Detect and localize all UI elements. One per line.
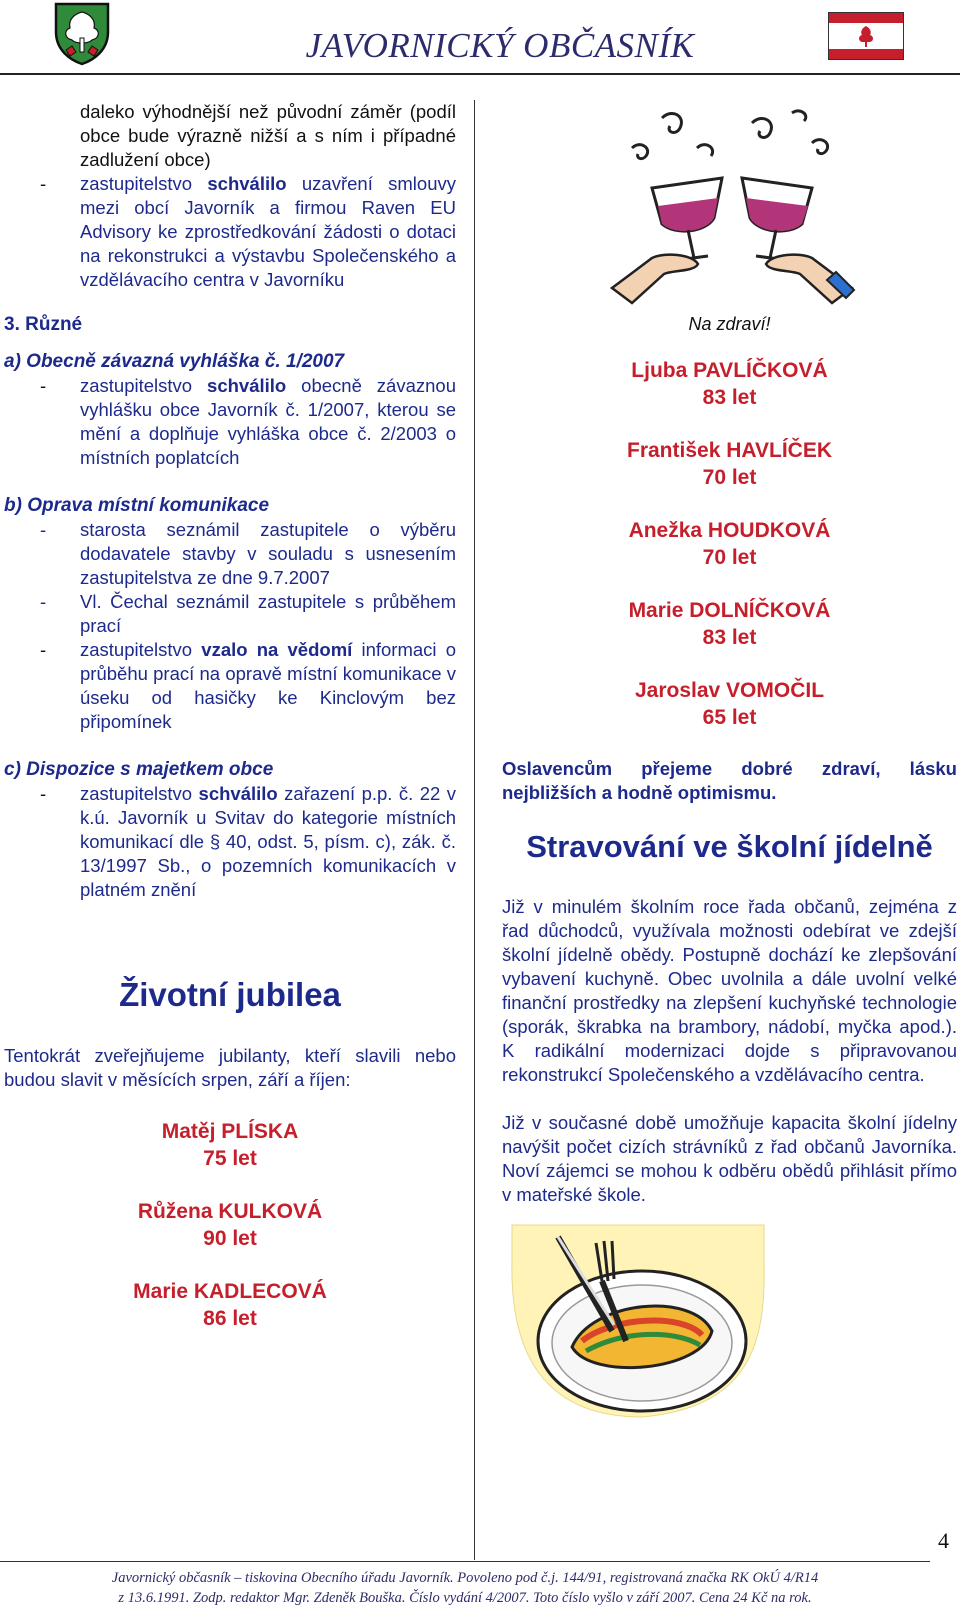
- bullet-post: uzavření smlouvy mezi obcí Javorník a firmou Raven EU Advisory ke zprostředkování žádosti o dotaci na rekonstrukci a výstavbu Společenského a vzdělávacího centra v Javorníku: [80, 173, 456, 290]
- bullet-dash: -: [40, 639, 47, 660]
- bullet-post: zařazení p.p. č. 22 v k.ú. Javorník u Svitav do kategorie místních komunikací dle § 40, odst. 5, písm. c), zák. č. 13/1997 Sb., o pozemních komunikacích v platném znění: [80, 783, 456, 900]
- spacer: [4, 470, 456, 494]
- jubilant-name: Marie DOLNÍČKOVÁ: [628, 599, 831, 622]
- spacer: [502, 865, 957, 895]
- bullet-dash: -: [40, 173, 47, 194]
- bullet-dash: -: [40, 375, 47, 396]
- sub-b-title: b) Oprava místní komunikace: [4, 495, 270, 516]
- spacer: [4, 902, 456, 976]
- bullet-bold: schválilo: [207, 375, 287, 396]
- page-footer: [0, 1568, 930, 1608]
- jubilant-list-left: [4, 1118, 456, 1332]
- jubilant-name: Marie KADLECOVÁ: [133, 1280, 327, 1303]
- left-column: [4, 100, 456, 1358]
- village-flag-icon: [828, 12, 904, 60]
- bullet-bold: schválilo: [198, 783, 278, 804]
- bullet-b1: [4, 518, 456, 590]
- bullet-post: informaci o průběhu prací na opravě místní komunikace v úseku od hasičky ke Kinclovým bez připomínek: [80, 639, 456, 732]
- bullet-post: obecně závaznou vyhlášku obce Javorník č. 1/2007, kterou se mění a doplňuje vyhláška obce č. 2/2003 o místních poplatcích: [80, 375, 456, 468]
- footer-rule: [0, 1561, 930, 1562]
- bullet-bold: schválilo: [207, 173, 287, 194]
- toast-glasses-illustration: [602, 98, 862, 308]
- bullet-pre: zastupitelstvo: [80, 783, 199, 804]
- congratulations-text: Oslavencům přejeme dobré zdraví, lásku nejbližších a hodně optimismu.: [502, 758, 957, 803]
- toast-caption: Na zdraví!: [688, 314, 771, 334]
- sub-a-title: a) Obecně závazná vyhláška č. 1/2007: [4, 351, 345, 372]
- bullet-b2: [4, 590, 456, 638]
- page-header: [0, 0, 960, 78]
- spacer: [502, 1087, 957, 1111]
- spacer: [4, 1014, 456, 1044]
- jubilant-age: 70 let: [702, 466, 757, 489]
- bullet-b3: [4, 638, 456, 734]
- bullet-pre: zastupitelstvo: [80, 375, 208, 396]
- bullet-c: [4, 782, 456, 902]
- right-column: [502, 98, 957, 1421]
- jubilant-age: 83 let: [702, 626, 757, 649]
- column-divider: [474, 100, 475, 1560]
- jubilant-name: František HAVLÍČEK: [627, 439, 832, 462]
- jubilant-age: 90 let: [203, 1227, 257, 1250]
- canteen-paragraph-1: Již v minulém školním roce řada občanů, zejména z řad důchodců, využívala možnosti odebírat ve zdejší školní jídelně obědy. Postupně dochází ke zlepšování vybavení kuchyně. Obec uvolnila a dále uvolní velké finanční prostředky na zlepšení kuchyňské technologie (sporák, škrabka na brambory, nádobí, myčka apod.). K radikální modernizaci dojde s připravovanou rekonstrukcí Společenského a vzdělávacího centra.: [502, 896, 957, 1085]
- bullet-text: starosta seznámil zastupitele o výběru dodavatele stavby v souladu s usnesením zastupitelstva ze dne 9.7.2007: [80, 519, 456, 588]
- canteen-paragraph-2: Již v současné době umožňuje kapacita školní jídelny navýšit počet cizích strávníků z řad občanů Javorníka. Noví zájemci se mohou k odběru obědů přihlásit přímo v mateřské škole.: [502, 1112, 957, 1205]
- page-number: 4: [938, 1528, 949, 1553]
- bullet-dash: -: [40, 783, 47, 804]
- spacer: [502, 805, 957, 829]
- spacer: [4, 1092, 456, 1118]
- header-rule: [0, 73, 960, 75]
- jubilant-name: Ljuba PAVLÍČKOVÁ: [631, 359, 828, 382]
- jubilant-age: 65 let: [702, 706, 757, 729]
- meal-plate-illustration: [502, 1221, 772, 1421]
- spacer: [4, 734, 456, 758]
- footer-line-2: z 13.6.1991. Zodp. redaktor Mgr. Zdeněk Bouška. Číslo vydání 4/2007. Toto číslo vyšlo v září 2007. Cena 24 Kč na rok.: [118, 1590, 812, 1606]
- jubilant-name: Anežka HOUDKOVÁ: [628, 519, 831, 542]
- footer-line-1: Javornický občasník – tiskovina Obecního úřadu Javorník. Povoleno pod č.j. 144/91, registrovaná značka RK OkÚ 4/R14: [111, 1570, 819, 1586]
- bullet-bold: vzalo na vědomí: [201, 639, 353, 660]
- bullet-contract: [4, 172, 456, 292]
- jubilant-name: Růžena KULKOVÁ: [137, 1200, 323, 1223]
- bullet-pre: zastupitelstvo: [80, 173, 208, 194]
- bullet-a: [4, 374, 456, 470]
- spacer: [502, 335, 957, 357]
- bullet-dash: -: [40, 519, 47, 540]
- jubilant-age: 70 let: [702, 546, 757, 569]
- jubilant-name: Matěj PLÍSKA: [161, 1120, 299, 1143]
- bullet-pre: zastupitelstvo: [80, 639, 202, 660]
- jubilee-intro: Tentokrát zveřejňujeme jubilanty, kteří slavili nebo budou slavit v měsících srpen, září a říjen:: [4, 1045, 456, 1090]
- jubilant-age: 83 let: [702, 386, 757, 409]
- jubilant-age: 75 let: [203, 1147, 257, 1170]
- sub-c-title: c) Dispozice s majetkem obce: [4, 759, 274, 780]
- bullet-dash: -: [40, 591, 47, 612]
- intro-paragraph: daleko výhodnější než původní záměr (podíl obce bude výrazně nižší a s ním i případné zadlužení obce): [80, 101, 456, 170]
- section-3-title: 3. Různé: [4, 314, 83, 335]
- canteen-title: Stravování ve školní jídelně: [526, 829, 933, 864]
- jubilant-list-right: [502, 357, 957, 731]
- masthead-title: JAVORNICKÝ OBČASNÍK: [305, 26, 695, 65]
- bullet-text: Vl. Čechal seznámil zastupitele s průběhem prací: [80, 591, 456, 636]
- jubilee-title: Životní jubilea: [119, 976, 341, 1013]
- jubilant-name: Jaroslav VOMOČIL: [634, 679, 825, 702]
- jubilant-age: 86 let: [203, 1307, 257, 1330]
